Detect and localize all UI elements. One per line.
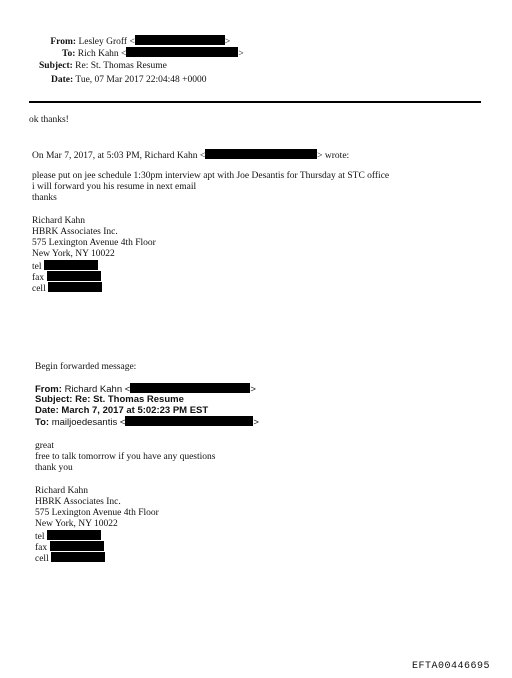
signature-line: Richard Kahn: [32, 216, 86, 226]
quoted-line: thanks: [32, 193, 57, 203]
forwarded-body-line: great: [35, 441, 54, 451]
signature-line: 575 Lexington Avenue 4th Floor: [35, 508, 159, 518]
header-subject-label: Subject:: [39, 61, 73, 71]
cell-label: cell: [32, 284, 46, 294]
redaction-box: [130, 383, 250, 393]
header-to-label: To:: [62, 49, 76, 59]
header-subject-row: [39, 61, 167, 72]
signature-cell: [32, 282, 102, 295]
header-from-label: From:: [50, 37, 77, 47]
forwarded-date-label: Date:: [35, 405, 59, 416]
forwarded-to-label: To:: [35, 417, 50, 428]
reply-text: ok thanks!: [29, 115, 69, 125]
signature-line: 575 Lexington Avenue 4th Floor: [32, 238, 156, 248]
redaction-box: [47, 271, 101, 281]
forwarded-date-value: March 7, 2017 at 5:02:23 PM EST: [61, 405, 209, 416]
redaction-box: [48, 282, 102, 292]
tel-label: tel: [35, 532, 45, 542]
header-from-value: Lesley Groff <: [78, 37, 135, 47]
forwarded-to-end: >: [253, 417, 259, 428]
redaction-box: [205, 149, 317, 159]
signature-line: HBRK Associates Inc.: [35, 497, 121, 507]
forwarded-from-end: >: [250, 384, 256, 395]
cell-label: cell: [35, 554, 49, 564]
redaction-box: [50, 541, 104, 551]
quoted-line: i will forward you his resume in next email: [32, 182, 197, 192]
forwarded-subject-row: [35, 394, 184, 405]
forwarded-date-row: [35, 405, 208, 416]
forwarded-from-value: Richard Kahn <: [64, 384, 131, 395]
header-to-value: Rich Kahn <: [77, 49, 127, 59]
quoted-intro-end: > wrote:: [317, 151, 350, 161]
redaction-box: [125, 416, 253, 426]
header-divider: [29, 101, 481, 103]
tel-label: tel: [32, 262, 42, 272]
forwarded-begin: Begin forwarded message:: [35, 362, 137, 372]
redaction-box: [51, 552, 105, 562]
header-to-end: >: [238, 49, 244, 59]
redaction-box: [44, 260, 98, 270]
quoted-intro: [32, 149, 349, 162]
header-to-row: [62, 47, 244, 60]
redaction-box: [126, 47, 238, 57]
forwarded-to-row: [35, 416, 259, 428]
quoted-line: please put on jee schedule 1:30pm interview apt with Joe Desantis for Thursday at STC office: [32, 171, 390, 181]
signature-line: HBRK Associates Inc.: [32, 227, 118, 237]
forwarded-subject-label: Subject:: [35, 394, 73, 405]
header-date-label: Date:: [51, 75, 74, 85]
bates-number: EFTA00446695: [412, 661, 491, 672]
signature-line: Richard Kahn: [35, 486, 89, 496]
header-from-end: >: [224, 37, 231, 47]
forwarded-body-line: free to talk tomorrow if you have any questions: [35, 452, 216, 462]
quoted-intro-start: On Mar 7, 2017, at 5:03 PM, Richard Kahn <: [32, 151, 206, 161]
fax-label: fax: [35, 543, 48, 553]
header-subject-value: Re: St. Thomas Resume: [75, 61, 167, 71]
header-date-value: Tue, 07 Mar 2017 22:04:48 +0000: [75, 75, 207, 85]
forwarded-to-value: mailjoedesantis <: [51, 417, 126, 428]
fax-label: fax: [32, 273, 45, 283]
signature-cell: [35, 552, 105, 565]
redaction-box: [135, 35, 225, 45]
redaction-box: [47, 530, 101, 540]
forwarded-from-label: From:: [35, 384, 62, 395]
signature-line: New York, NY 10022: [32, 249, 115, 259]
signature-line: New York, NY 10022: [35, 519, 118, 529]
header-date-row: [51, 75, 207, 86]
forwarded-subject-value: Re: St. Thomas Resume: [75, 394, 184, 405]
forwarded-body-line: thank you: [35, 463, 73, 473]
